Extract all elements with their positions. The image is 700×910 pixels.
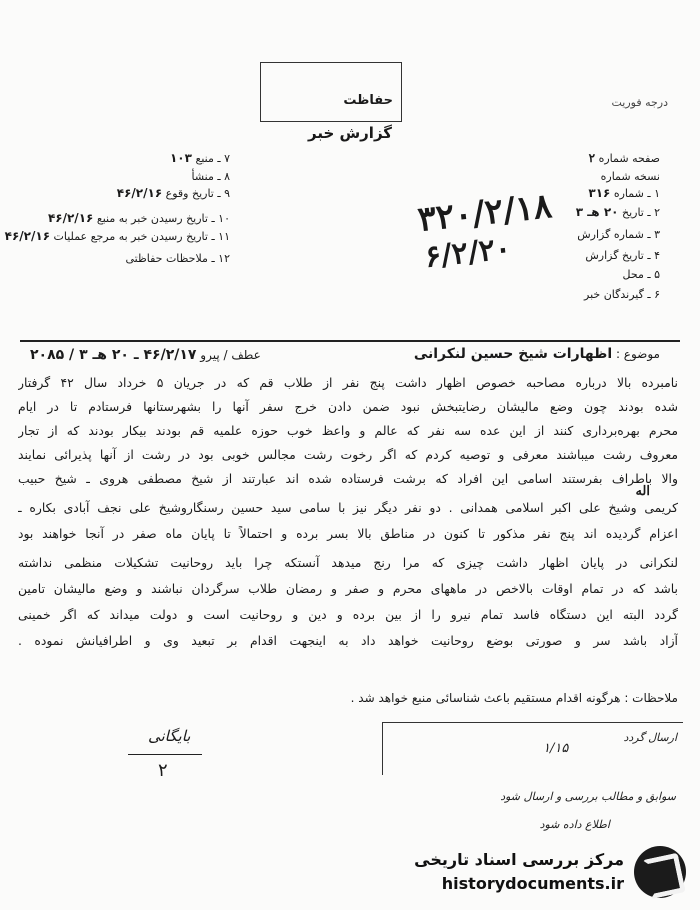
body-line: گردد البته این دستگاه فاسد تمام نیرو را از بین برده و دین و روحانیت است و دولت میداند که اگر خمینی [18,607,678,622]
reference-line: عطف / پیرو ۴۶/۲/۱۷ ـ ۲۰ هـ ۳ / ۲۰۸۵ [30,347,261,363]
handwritten-date-1: ۳۲۰/۲/۱۸ [415,186,554,240]
body-line: محرم بهره‌برداری کنند از این عده سه نفر که عالم و واعظ خوب حوزه علمیه قم بودند بیکار بودند که از تجار [18,423,678,438]
body-line: اعزام گردیده اند پنج نفر مذکور تا کنون در مناطق بالا بسر برده و احتمالاً تا پایان ماه صفر در آنجا خواهند بود [18,526,678,541]
routing-box [382,722,683,775]
routing-fraction: ۱/۱۵ [543,741,569,756]
classification-label: درجه فوریت [611,96,668,109]
field-report-number: ۳ ـ شماره گزارش [577,228,660,241]
field-file-number: نسخه شماره [600,170,660,183]
body-line: کریمی وشیخ علی اکبر اسلامی همدانی . دو نفر دیگر نیز با سامی سید حسین رسنگاروشیخ علی نجف آبادی بکاره ـ [18,500,678,515]
notes-line: ملاحظات : هرگونه اقدام مستقیم باعث شناسائی منبع خواهد شد . [350,691,678,705]
margin-number: ۲ [158,760,168,781]
subject-line: موضوع : اظهارات شیخ حسین لنکرانی [413,346,660,362]
field-reached-date: ۱۱ ـ تاریخ رسیدن خبر به مرجع عملیات ۴۶/۲/۱۶ [4,229,230,243]
field-report-place: ۵ ـ محل [622,268,660,281]
archive-watermark [386,846,686,902]
field-security-notes: ۱۲ ـ ملاحظات حفاظتی [125,252,230,265]
body-line: نامبرده بالا درباره مصاحبه خصوص اظهار داشت پنج نفر از طلاب قم که در جریان ۵ خرداد سال ۴۲ گرفتار [18,375,678,390]
watermark-persian: مرکز بررسی اسناد تاریخی [414,850,624,869]
handwritten-note-1: سوابق و مطالب بررسی و ارسال شود [500,790,676,803]
archive-logo-icon [634,846,686,898]
field-origin: ۸ ـ منشأ [191,170,230,183]
body-line: شده بودند چون وضع مالیشان رضایتبخش نبود ضمن دادن خرج سفر آنها را بشهرستانها فرستادم تا در ایام [18,399,678,414]
margin-annotation: بایگانی [148,727,191,745]
body-line: آزاد باشد سر و صورتی بوضع روحانیت خواهد داد به اینجهت اقدام بر تبعید وی و اطرافیانش نموده . [18,633,678,648]
field-event-date: ۹ ـ تاریخ وقوع ۴۶/۲/۱۶ [116,186,230,200]
body-line: معروف رشت میباشند معرفی و توصیه کردم که اگر رخوت رشت مجالس خوبی بود در رشت از آنها پذیرائی نمایند [18,447,678,462]
header-divider [20,340,680,342]
routing-text: ارسال گردد [623,731,677,744]
field-recipients: ۶ ـ گیرندگان خبر [584,288,660,301]
handwritten-note-2: اطلاع داده شود [539,818,610,831]
body-line: لنکرانی در پایان اظهار داشت چیزی که مرا رنج میدهد آنستکه چرا باید روحانیت تشکیلات منظمی نداشته [18,555,678,570]
watermark-url: historydocuments.ir [441,874,624,893]
field-page-number: صفحه شماره ۲ [588,151,660,165]
header-stamp [260,62,402,122]
body-line: باشد که در تمام اوقات بالاخص در ماههای محرم و صفر و رمضان طلاب سرگردان نباشند و وضع مالیشان تامین [18,581,678,596]
margin-rule [128,754,202,755]
inserted-word: اله [635,484,650,499]
handwritten-date-2: ۶/۲/۲۰ [423,231,513,275]
stamp-line-2: حفاظت [343,93,393,108]
field-received-date: ۱۰ ـ تاریخ رسیدن خبر به منبع ۴۶/۲/۱۶ [47,211,230,225]
field-source: ۷ ـ منبع ۱۰۳ [169,151,230,165]
field-report-date: ۴ ـ تاریخ گزارش [585,249,660,262]
report-title: گزارش خبر [307,124,393,142]
field-date: ۲ ـ تاریخ ۲۰ هـ ۳ [575,205,660,219]
body-line: والا باطراف بفرستند اسامی این افراد که برشت فرستاده شده اند عبارتند از شیخ مصطفی هروی ـ شیخ حبیب [18,471,678,486]
field-number: ۱ ـ شماره ۳۱۶ [588,186,660,200]
